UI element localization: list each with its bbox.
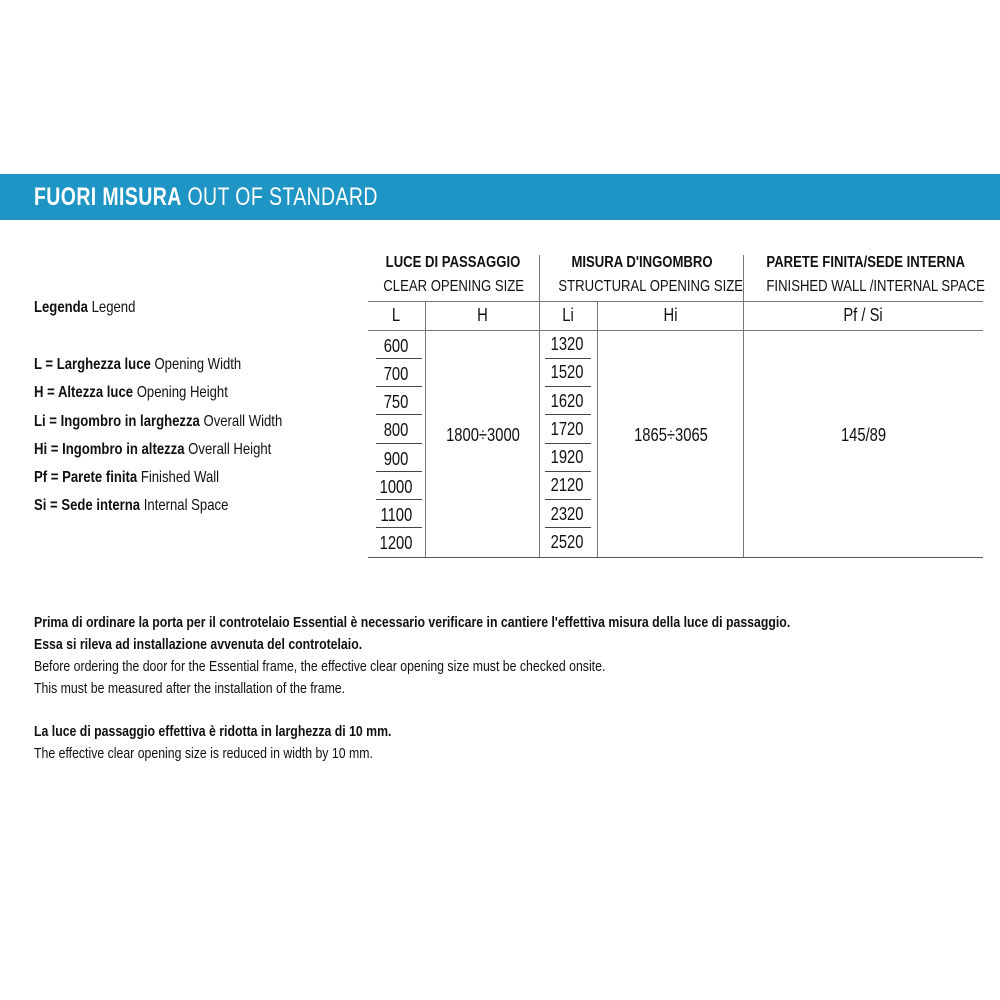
cell-Li: 1320 <box>550 334 584 354</box>
header-structural-opening <box>540 254 744 296</box>
column-header-L: L <box>392 305 401 325</box>
legend-item: Si = Sede interna Internal Space <box>34 497 229 515</box>
cell-Li: 1920 <box>550 447 584 467</box>
header-clear-opening-title: LUCE DI PASSAGGIO <box>385 254 521 271</box>
column-header-Hi: Hi <box>663 305 678 325</box>
cell-Li: 2520 <box>550 532 584 552</box>
cell-underline <box>376 527 422 528</box>
cell-Hi-range: 1865÷3065 <box>633 425 708 445</box>
cell-Li: 2320 <box>550 504 584 524</box>
header-finished-wall-title: PARETE FINITA/SEDE INTERNA <box>766 254 965 271</box>
cell-underline <box>376 499 422 500</box>
cell-PfSi-value: 145/89 <box>840 425 887 445</box>
cell-underline <box>545 499 591 500</box>
header-structural-opening-title: MISURA D'INGOMBRO <box>571 254 713 271</box>
legend-item: Hi = Ingombro in altezza Overall Height <box>34 440 272 458</box>
cell-L: 1000 <box>379 477 413 497</box>
cell-Li: 2120 <box>550 475 584 495</box>
cell-underline <box>545 386 591 387</box>
cell-underline <box>376 471 422 472</box>
cell-Li: 1620 <box>550 391 584 411</box>
cell-L: 1100 <box>380 505 412 525</box>
legend-list <box>34 355 337 525</box>
column-header-H: H <box>477 305 488 325</box>
column-header-Li: Li <box>562 305 575 325</box>
cell-L: 700 <box>383 364 409 384</box>
cell-underline <box>376 386 422 387</box>
note-en-3: The effective clear opening size is reduced in width by 10 mm. <box>34 745 373 762</box>
cell-L: 800 <box>383 420 409 440</box>
header-rule <box>368 301 983 302</box>
cell-underline <box>376 358 422 359</box>
note-it-3: La luce di passaggio effettiva è ridotta in larghezza di 10 mm. <box>34 723 392 740</box>
legend-item: L = Larghezza luce Opening Width <box>34 356 242 373</box>
legend-item: Pf = Parete finita Finished Wall <box>34 469 220 487</box>
header-clear-opening <box>368 254 538 296</box>
cell-underline <box>545 414 591 415</box>
cell-underline <box>376 414 422 415</box>
cell-Li: 1720 <box>550 419 584 439</box>
note-it-1: Prima di ordinare la porta per il controtelaio Essential è necessario verificare in cantiere l'effettiva misura della luce di passaggio. <box>34 614 791 631</box>
notes-gap <box>34 700 956 721</box>
legend-title <box>34 299 158 317</box>
legend-item: Li = Ingombro in larghezza Overall Width <box>34 412 283 430</box>
section-title-regular: OUT OF STANDARD <box>187 183 378 211</box>
section-title-bold: FUORI MISURA <box>34 183 182 211</box>
section-title <box>34 183 378 212</box>
header-finished-wall <box>745 254 983 296</box>
section-banner <box>0 174 1000 220</box>
header-finished-wall-subtitle: FINISHED WALL /INTERNAL SPACE <box>766 278 985 295</box>
header-clear-opening-subtitle: CLEAR OPENING SIZE <box>383 278 525 295</box>
cell-L: 600 <box>383 336 409 356</box>
cell-underline <box>545 358 591 359</box>
header-structural-opening-subtitle: STRUCTURAL OPENING SIZE <box>558 278 744 295</box>
legend-title-regular: Legend <box>91 299 136 316</box>
cell-L: 1200 <box>379 533 413 553</box>
cell-Li: 1520 <box>550 362 584 382</box>
subheader-rule <box>368 330 983 331</box>
legend-item: H = Altezza luce Opening Height <box>34 384 228 402</box>
note-it-2: Essa si rileva ad installazione avvenuta del controtelaio. <box>34 636 363 653</box>
cell-underline <box>545 527 591 528</box>
note-en-2: This must be measured after the installation of the frame. <box>34 680 346 697</box>
table-bottom-rule <box>368 557 983 558</box>
cell-underline <box>376 443 422 444</box>
cell-underline <box>545 443 591 444</box>
column-header-PfSi: Pf / Si <box>843 305 884 325</box>
cell-H-range: 1800÷3000 <box>445 425 520 445</box>
cell-L: 750 <box>383 392 409 412</box>
cell-underline <box>545 471 591 472</box>
note-en-1: Before ordering the door for the Essential frame, the effective clear opening size must be checked onsite. <box>34 658 606 675</box>
cell-L: 900 <box>383 449 409 469</box>
legend-title-bold: Legenda <box>34 299 88 316</box>
notes <box>34 612 956 765</box>
